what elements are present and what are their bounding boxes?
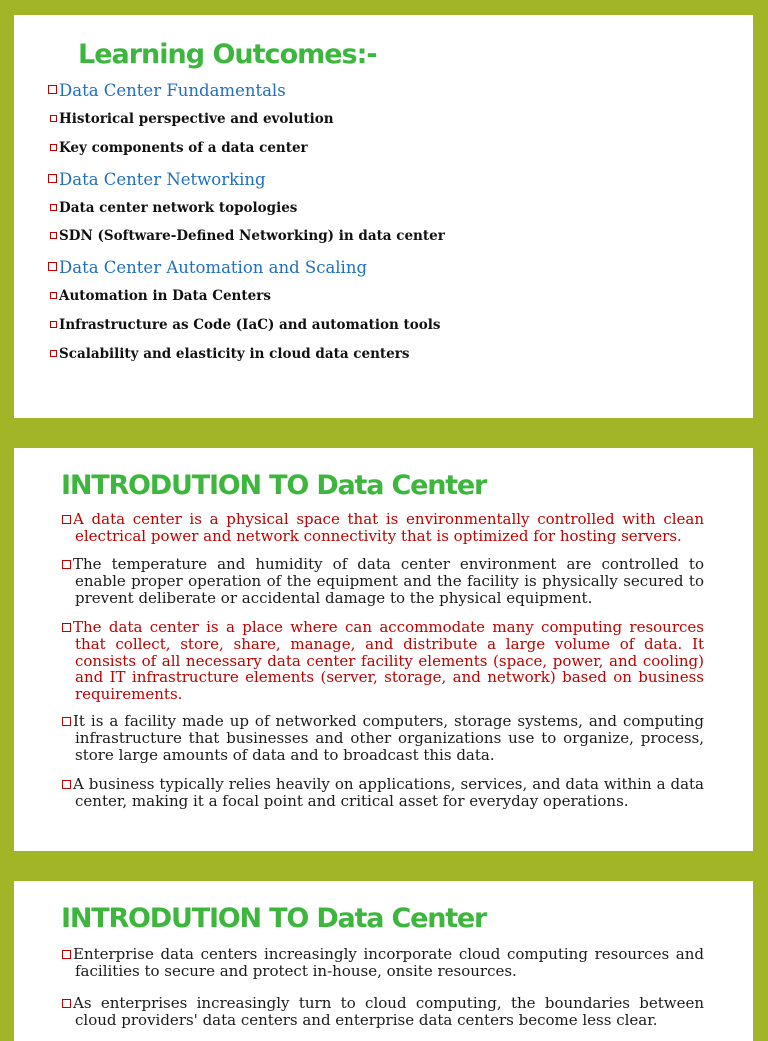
paragraph: A data center is a physical space that is environmentally controlled with clean electrical power and network connectivity that is optimized for hosting servers. bbox=[62, 511, 704, 545]
slide-introduction bbox=[14, 448, 753, 851]
list-item: Data center network topologies bbox=[50, 200, 297, 216]
slide-title: INTRODUTION TO Data Center bbox=[61, 903, 487, 934]
section-heading: Data Center Networking bbox=[48, 170, 266, 189]
checkbox-bullet-icon bbox=[50, 115, 57, 122]
checkbox-bullet-icon bbox=[50, 144, 57, 151]
checkbox-bullet-icon bbox=[50, 232, 57, 239]
slide-learning-outcomes bbox=[14, 15, 753, 418]
checkbox-bullet-icon bbox=[50, 204, 57, 211]
paragraph: A business typically relies heavily on applications, services, and data within a data center, making it a focal point and critical asset for everyday operations. bbox=[62, 776, 704, 810]
checkbox-bullet-icon bbox=[48, 262, 57, 271]
paragraph: As enterprises increasingly turn to cloud computing, the boundaries between cloud providers' data centers and enterprise data centers become less clear. bbox=[62, 995, 704, 1029]
paragraph: The temperature and humidity of data center environment are controlled to enable proper operation of the equipment and the facility is physically secured to prevent deliberate or accidental damage to the physical equipment. bbox=[62, 556, 704, 606]
list-item: Scalability and elasticity in cloud data centers bbox=[50, 346, 409, 362]
list-item: Key components of a data center bbox=[50, 140, 308, 156]
checkbox-bullet-icon bbox=[50, 292, 57, 299]
checkbox-bullet-icon bbox=[62, 717, 71, 726]
checkbox-bullet-icon bbox=[62, 780, 71, 789]
checkbox-bullet-icon bbox=[62, 515, 71, 524]
checkbox-bullet-icon bbox=[62, 560, 71, 569]
list-item: Infrastructure as Code (IaC) and automation tools bbox=[50, 317, 440, 333]
checkbox-bullet-icon bbox=[50, 350, 57, 357]
checkbox-bullet-icon bbox=[48, 174, 57, 183]
checkbox-bullet-icon bbox=[62, 999, 71, 1008]
checkbox-bullet-icon bbox=[62, 623, 71, 632]
list-item: Automation in Data Centers bbox=[50, 288, 271, 304]
slide-introduction-continued bbox=[14, 881, 753, 1041]
checkbox-bullet-icon bbox=[62, 950, 71, 959]
slide-title: Learning Outcomes:- bbox=[78, 39, 377, 70]
list-item: Historical perspective and evolution bbox=[50, 111, 334, 127]
paragraph: It is a facility made up of networked computers, storage systems, and computing infrastructure that businesses and other organizations use to organize, process, store large amounts of data and to broadcast this data. bbox=[62, 713, 704, 763]
paragraph: The data center is a place where can accommodate many computing resources that collect, store, share, manage, and distribute a large volume of data. It consists of all necessary data center facility elements (space, power, and cooling) and IT infrastructure elements (server, storage, and network) based on business requirements. bbox=[62, 619, 704, 703]
slide-title: INTRODUTION TO Data Center bbox=[61, 470, 487, 501]
list-item: SDN (Software-Defined Networking) in data center bbox=[50, 228, 445, 244]
checkbox-bullet-icon bbox=[50, 321, 57, 328]
section-heading: Data Center Fundamentals bbox=[48, 81, 286, 100]
checkbox-bullet-icon bbox=[48, 85, 57, 94]
section-heading: Data Center Automation and Scaling bbox=[48, 258, 367, 277]
paragraph: Enterprise data centers increasingly incorporate cloud computing resources and facilities to secure and protect in-house, onsite resources. bbox=[62, 946, 704, 980]
